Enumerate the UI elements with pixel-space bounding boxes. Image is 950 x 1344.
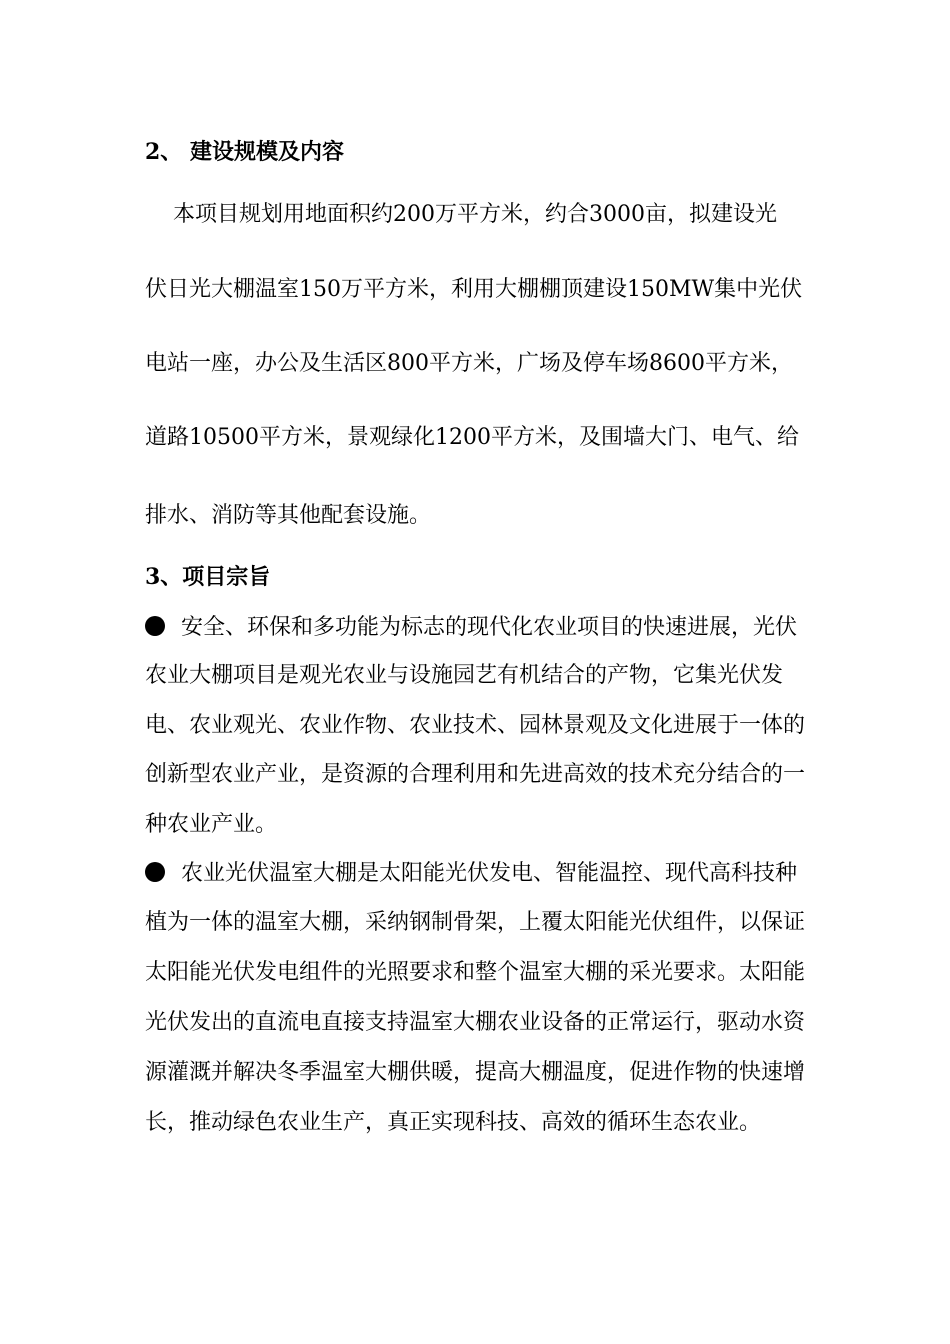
section-3-p1-line-2: 农业大棚项目是观光农业与设施园艺有机结合的产物，它集光伏发 xyxy=(145,663,784,688)
section-2-line-3: 电站一座，办公及生活区800平方米，广场及停车场8600平方米， xyxy=(145,351,793,376)
section-2-line-1: 本项目规划用地面积约200万平方米，约合3000亩，拟建设光 xyxy=(145,202,777,227)
section-3-p1-line-1-text: 安全、环保和多功能为标志的现代化农业项目的快速进展，光伏 xyxy=(181,615,798,640)
section-3-p2-line-6: 长，推动绿色农业生产，真正实现科技、高效的循环生态农业。 xyxy=(145,1110,762,1135)
section-3-p2-line-3: 太阳能光伏发电组件的光照要求和整个温室大棚的采光要求。太阳能 xyxy=(145,960,805,985)
bullet-icon xyxy=(145,616,165,636)
section-3-p2-line-5: 源灌溉并解决冬季温室大棚供暖，提高大棚温度，促进作物的快速增 xyxy=(145,1060,805,1085)
section-3-p1-line-3: 电、农业观光、农业作物、农业技术、园林景观及文化进展于一体的 xyxy=(145,713,805,738)
bullet-icon xyxy=(145,862,165,882)
section-3-p2-line-4: 光伏发出的直流电直接支持温室大棚农业设备的正常运行，驱动水资 xyxy=(145,1010,805,1035)
section-3-p2-line-1 xyxy=(145,859,805,889)
section-3-heading: 3、项目宗旨 xyxy=(145,564,271,590)
section-2-line-5: 排水、消防等其他配套设施。 xyxy=(145,503,432,528)
section-2-line-4: 道路10500平方米，景观绿化1200平方米，及围墙大门、电气、给 xyxy=(145,425,799,450)
section-3-p1-line-1 xyxy=(145,613,805,643)
section-2-heading: 2、 建设规模及内容 xyxy=(145,139,344,165)
section-3-p2-line-1-text: 农业光伏温室大棚是太阳能光伏发电、智能温控、现代高科技种 xyxy=(181,861,798,886)
section-3-p1-line-4: 创新型农业产业，是资源的合理利用和先进高效的技术充分结合的一 xyxy=(145,762,805,787)
section-2-line-2: 伏日光大棚温室150万平方米，利用大棚棚顶建设150MW集中光伏 xyxy=(145,277,803,302)
section-3-p2-line-2: 植为一体的温室大棚，采纳钢制骨架，上覆太阳能光伏组件，以保证 xyxy=(145,910,805,935)
section-3-p1-line-5: 种农业产业。 xyxy=(145,812,278,837)
